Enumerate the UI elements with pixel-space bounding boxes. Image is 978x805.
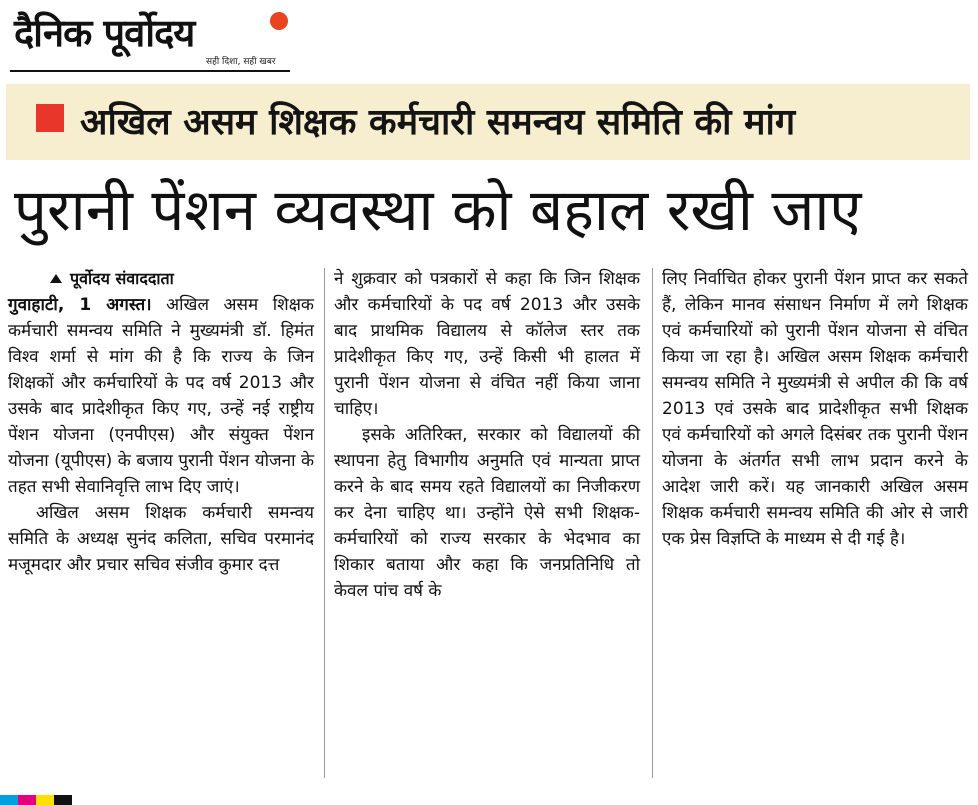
logo-tagline: सही दिशा, सही खबर xyxy=(206,57,276,67)
color-swatch xyxy=(18,795,36,805)
masthead-rule xyxy=(10,70,290,72)
color-swatch xyxy=(54,795,72,805)
kicker-headline: अखिल असम शिक्षक कर्मचारी समन्वय समिति की मांग xyxy=(80,102,796,143)
color-swatch xyxy=(36,795,54,805)
article-paragraph xyxy=(8,292,314,500)
byline xyxy=(50,266,314,292)
article-column-3 xyxy=(662,266,968,552)
main-headline: पुरानी पेंशन व्यवस्था को बहाल रखी जाए xyxy=(14,176,862,244)
column-divider xyxy=(652,268,653,778)
color-swatch xyxy=(72,795,90,805)
paragraph-text: अखिल असम शिक्षक कर्मचारी समन्वय समिति ने मुख्यमंत्री डॉ. हिमंत विश्व शर्मा से मांग की है कि राज्य के जिन शिक्षकों और कर्मचारियों के पद वर्ष 2013 और उसके बाद प्रादेशीकृत किए गए, उन्हें नई राष्ट्रीय पेंशन योजना (एनपीएस) और संयुक्त पेंशन योजना (यूपीएस) के बजाय पुरानी पेंशन योजना के तहत सभी सेवानिवृत्ति लाभ दिए जाएं। xyxy=(8,295,314,497)
red-square-icon xyxy=(36,104,64,132)
column-divider xyxy=(324,268,325,778)
article-paragraph: ने शुक्रवार को पत्रकारों से कहा कि जिन शिक्षक और कर्मचारियों के पद वर्ष 2013 और उसके बाद प्राथमिक विद्यालय से कॉलेज स्तर तक प्रादेशीकृत किए गए, उन्हें किसी भी हालत में पुरानी पेंशन योजना से वंचित नहीं किया जाना चाहिए। xyxy=(334,269,640,419)
article-paragraph: अखिल असम शिक्षक कर्मचारी समन्वय समिति के अध्यक्ष सुनंद कलिता, सचिव परमानंद मजूमदार और प्रचार सचिव संजीव कुमार दत्त xyxy=(8,503,314,575)
byline-text: पूर्वोदय संवाददाता xyxy=(70,269,174,288)
dateline: गुवाहाटी, 1 अगस्त। xyxy=(8,295,152,315)
article-paragraph: इसके अतिरिक्त, सरकार को विद्यालयों की स्थापना हेतु विभागीय अनुमति एवं मान्यता प्राप्त करने के बाद समय रहते विद्यालयों का निजीकरण कर देना चाहिए था। उन्होंने ऐसे सभी शिक्षक-कर्मचारियों को राज्य सरकार के भेदभाव का शिकार बताया और कहा कि जनप्रतिनिधि तो केवल पांच वर्ष के xyxy=(334,425,640,601)
registration-color-bar xyxy=(0,795,90,805)
newspaper-logo: दैनिक पूर्वोदय xyxy=(14,11,195,55)
triangle-icon xyxy=(50,274,62,283)
logo-dot-icon xyxy=(270,12,288,30)
article-column-1 xyxy=(8,266,314,578)
article-paragraph: लिए निर्वाचित होकर पुरानी पेंशन प्राप्त कर सकते हैं, लेकिन मानव संसाधन निर्माण में लगे शिक्षक एवं कर्मचारियों को पुरानी पेंशन योजना से वंचित किया जा रहा है। अखिल असम शिक्षक कर्मचारी समन्वय समिति ने मुख्यमंत्री से अपील की कि वर्ष 2013 एवं उसके बाद प्रादेशीकृत सभी शिक्षक एवं कर्मचारियों को अगले दिसंबर तक पुरानी पेंशन योजना के अंतर्गत सभी लाभ प्रदान करने के आदेश जारी करें। यह जानकारी अखिल असम शिक्षक कर्मचारी समन्वय समिति की ओर से जारी एक प्रेस विज्ञप्ति के माध्यम से दी गई है। xyxy=(662,269,968,549)
kicker-band xyxy=(6,84,970,160)
masthead xyxy=(10,6,290,72)
article-column-2 xyxy=(334,266,640,604)
color-swatch xyxy=(0,795,18,805)
